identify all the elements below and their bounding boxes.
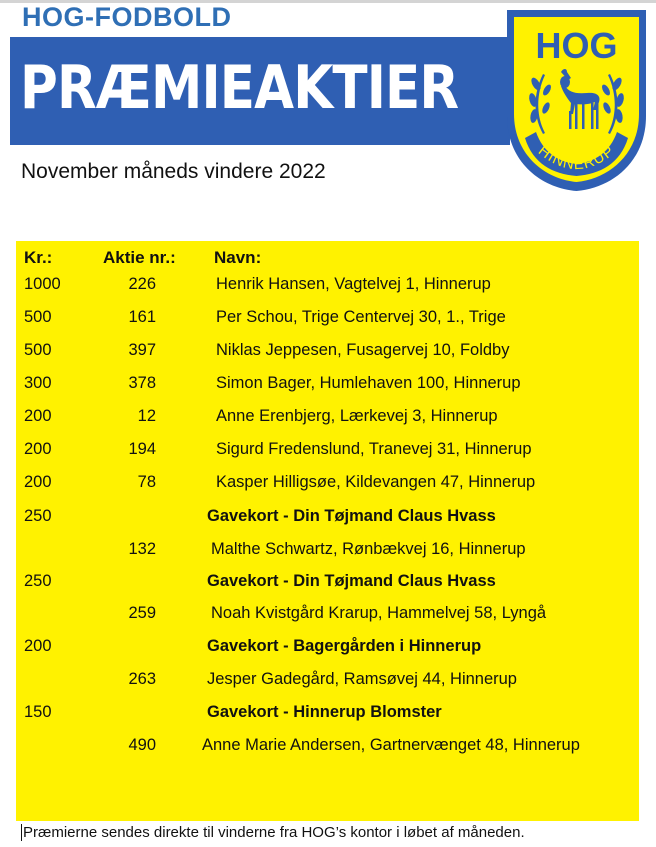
row-5-aktie: 12 — [137, 407, 156, 425]
row-4-kr: 300 — [24, 374, 52, 392]
winners-panel — [16, 241, 639, 821]
footer-note: Præmierne sendes direkte til vinderne fra HOG’s kontor i løbet af måneden. — [23, 824, 525, 841]
row-2-navn: Per Schou, Trige Centervej 30, 1., Trige — [216, 308, 506, 326]
row-5-navn: Anne Erenbjerg, Lærkevej 3, Hinnerup — [216, 407, 498, 425]
row-12-kr: 200 — [24, 637, 52, 655]
logo-bottom-text: HINNERUP — [535, 142, 618, 174]
row-2-aktie: 161 — [128, 308, 156, 326]
row-12-gift-card: Gavekort - Bagergården i Hinnerup — [207, 637, 482, 655]
row-7-kr: 200 — [24, 473, 52, 491]
brand-name: HOG-FODBOLD — [22, 2, 232, 32]
row-1-navn: Henrik Hansen, Vagtelvej 1, Hinnerup — [216, 275, 491, 293]
row-13-aktie: 263 — [128, 670, 156, 688]
row-3-aktie: 397 — [128, 341, 156, 359]
logo-top-text: HOG — [535, 25, 618, 66]
row-7-aktie: 78 — [137, 473, 156, 491]
row-6-kr: 200 — [24, 440, 52, 458]
row-15-aktie: 490 — [128, 736, 156, 754]
row-2-kr: 500 — [24, 308, 52, 326]
row-3-navn: Niklas Jeppesen, Fusagervej 10, Foldby — [216, 341, 510, 359]
row-11-navn: Noah Kvistgård Krarup, Hammelvej 58, Lyngå — [211, 604, 547, 622]
row-9-aktie: 132 — [128, 540, 156, 558]
column-header-kr: Kr.: — [24, 248, 53, 267]
row-6-navn: Sigurd Fredenslund, Tranevej 31, Hinnerup — [216, 440, 532, 458]
row-8-gift-card: Gavekort - Din Tøjmand Claus Hvass — [207, 507, 496, 525]
row-6-aktie: 194 — [128, 440, 156, 458]
column-header-navn: Navn: — [214, 248, 262, 267]
hog-club-logo — [503, 6, 650, 194]
row-3-kr: 500 — [24, 341, 52, 359]
row-14-gift-card: Gavekort - Hinnerup Blomster — [207, 703, 442, 721]
row-9-navn: Malthe Schwartz, Rønbækvej 16, Hinnerup — [211, 540, 526, 558]
row-7-navn: Kasper Hilligsøe, Kildevangen 47, Hinnerup — [216, 473, 536, 491]
row-14-kr: 150 — [24, 703, 52, 721]
subtitle: November måneds vindere 2022 — [21, 160, 326, 183]
row-5-kr: 200 — [24, 407, 52, 425]
row-1-aktie: 226 — [128, 275, 156, 293]
row-1-kr: 1000 — [24, 275, 61, 293]
column-header-aktie: Aktie nr.: — [103, 248, 176, 267]
page-title: PRÆMIEAKTIER — [20, 53, 459, 123]
row-10-gift-card: Gavekort - Din Tøjmand Claus Hvass — [207, 572, 496, 590]
row-13-navn: Jesper Gadegård, Ramsøvej 44, Hinnerup — [207, 670, 517, 688]
row-4-navn: Simon Bager, Humlehaven 100, Hinnerup — [216, 374, 521, 392]
row-4-aktie: 378 — [128, 374, 156, 392]
row-15-navn: Anne Marie Andersen, Gartnervænget 48, Hinnerup — [202, 736, 580, 754]
row-11-aktie: 259 — [128, 604, 156, 622]
row-8-kr: 250 — [24, 507, 52, 525]
row-10-kr: 250 — [24, 572, 52, 590]
